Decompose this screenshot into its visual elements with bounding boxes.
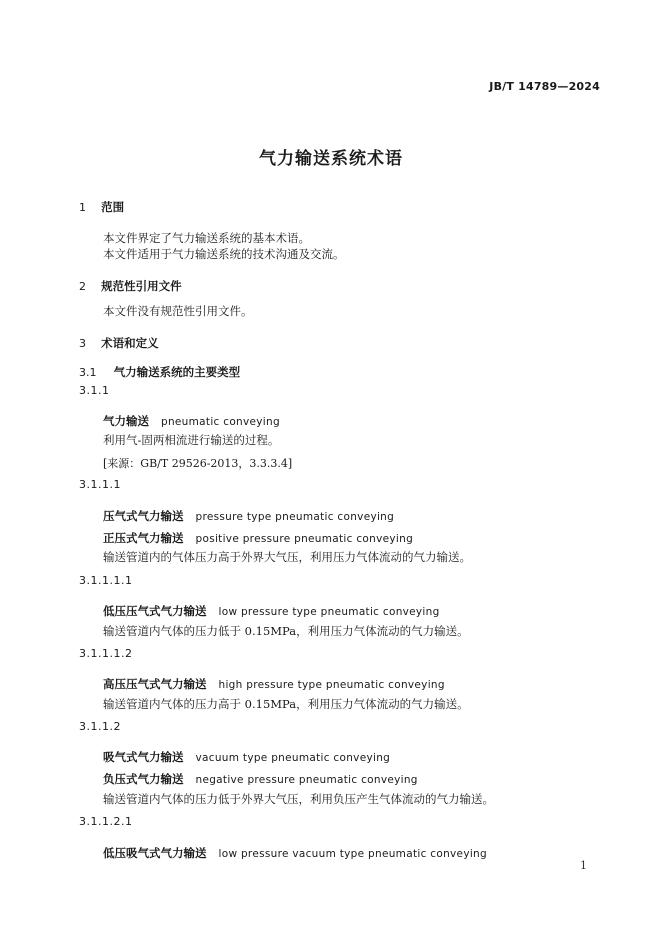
section-title: 范围 xyxy=(101,200,125,214)
scope-paragraph-2: 本文件适用于气力输送系统的技术沟通及交流。 xyxy=(103,247,345,261)
clause-number: 3.1.1 xyxy=(79,384,110,397)
term-chinese: 高压压气式气力输送 xyxy=(103,677,207,691)
section-2-heading xyxy=(79,275,182,294)
term-line xyxy=(103,842,487,861)
term-chinese: 负压式气力输送 xyxy=(103,772,184,786)
term-line xyxy=(103,768,418,787)
scope-paragraph-1: 本文件界定了气力输送系统的基本术语。 xyxy=(103,231,310,245)
section-3-heading xyxy=(79,332,159,351)
term-definition: 输送管道内气体的压力低于外界大气压，利用负压产生气体流动的气力输送。 xyxy=(103,792,494,806)
standard-code: JB/T 14789—2024 xyxy=(489,80,600,93)
section-title: 规范性引用文件 xyxy=(101,279,182,293)
section-number: 3.1 xyxy=(79,366,97,379)
clause-number: 3.1.1.2 xyxy=(79,720,121,733)
section-1-heading xyxy=(79,196,124,215)
term-definition: 输送管道内的气体压力高于外界大气压，利用压力气体流动的气力输送。 xyxy=(103,550,471,564)
term-line xyxy=(103,673,445,692)
term-line xyxy=(103,746,390,765)
term-line xyxy=(103,410,280,429)
clause-number: 3.1.1.2.1 xyxy=(79,815,133,828)
term-line xyxy=(103,527,413,546)
term-english: low pressure vacuum type pneumatic conveying xyxy=(218,848,487,860)
normative-references-paragraph: 本文件没有规范性引用文件。 xyxy=(103,304,253,318)
term-source: [来源：GB/T 29526-2013，3.3.3.4] xyxy=(103,457,293,470)
clause-number: 3.1.1.1 xyxy=(79,478,121,491)
term-line xyxy=(103,600,440,619)
term-chinese: 低压吸气式气力输送 xyxy=(103,846,207,860)
term-english: high pressure type pneumatic conveying xyxy=(218,679,445,691)
page-number: 1 xyxy=(580,859,587,872)
section-title: 术语和定义 xyxy=(101,336,159,350)
term-chinese: 气力输送 xyxy=(103,414,149,428)
clause-number: 3.1.1.1.2 xyxy=(79,647,133,660)
term-definition: 输送管道内气体的压力低于 0.15MPa，利用压力气体流动的气力输送。 xyxy=(103,624,469,638)
term-english: positive pressure pneumatic conveying xyxy=(195,533,414,545)
term-definition: 利用气-固两相流进行输送的过程。 xyxy=(103,433,280,447)
term-chinese: 吸气式气力输送 xyxy=(103,750,184,764)
term-english: pneumatic conveying xyxy=(161,416,280,428)
section-title: 气力输送系统的主要类型 xyxy=(113,365,241,379)
term-english: low pressure type pneumatic conveying xyxy=(218,606,440,618)
clause-number: 3.1.1.1.1 xyxy=(79,574,133,587)
term-line xyxy=(103,505,394,524)
term-chinese: 正压式气力输送 xyxy=(103,531,184,545)
term-definition: 输送管道内气体的压力高于 0.15MPa，利用压力气体流动的气力输送。 xyxy=(103,697,469,711)
section-number: 3 xyxy=(79,337,86,350)
section-number: 1 xyxy=(79,201,86,214)
document-title: 气力输送系统术语 xyxy=(259,149,403,169)
section-number: 2 xyxy=(79,280,86,293)
term-chinese: 压气式气力输送 xyxy=(103,509,184,523)
term-chinese: 低压压气式气力输送 xyxy=(103,604,207,618)
term-english: negative pressure pneumatic conveying xyxy=(195,774,418,786)
term-english: vacuum type pneumatic conveying xyxy=(195,752,391,764)
subsection-3-1-heading xyxy=(79,361,240,380)
term-english: pressure type pneumatic conveying xyxy=(195,511,395,523)
